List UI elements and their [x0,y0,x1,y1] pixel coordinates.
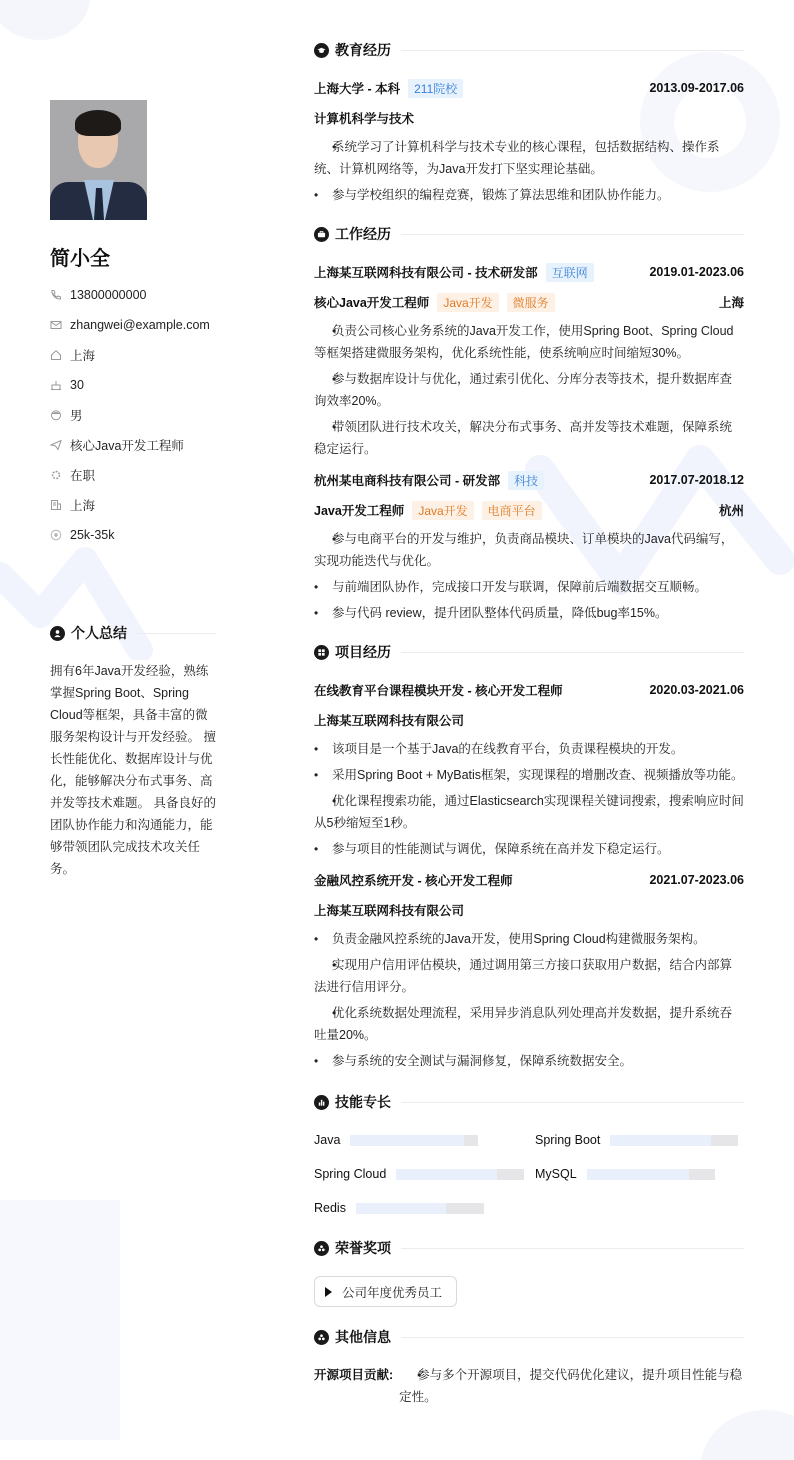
status-value: 在职 [70,469,96,483]
other-section [314,1327,744,1412]
info-location [50,340,216,370]
skill-name: Redis [314,1201,346,1215]
project-name: 在线教育平台课程模块开发 - 核心开发工程师 [314,684,563,698]
date-range: 2020.03-2021.06 [649,683,744,697]
date-range: 2019.01-2023.06 [649,265,744,279]
work-section [314,224,744,624]
bullet-item: • 与前端团队协作，完成接口开发与联调，保障前后端数据交互顺畅。 [314,576,744,598]
bullet-item: • 实现用户信用评估模块，通过调用第三方接口获取用户数据，结合内部算法进行信用评分。 [314,954,744,998]
info-age [50,370,216,400]
building-icon [50,499,62,511]
phone-value: 13800000000 [70,288,147,302]
bullet-item: • 负责金融风控系统的Java开发，使用Spring Cloud构建微服务架构。 [314,928,744,950]
date-range: 2013.09-2017.06 [649,81,744,95]
summary-text: 拥有6年Java开发经验，熟练掌握Spring Boot、Spring Cloud等框架，具备丰富的微服务架构设计与开发经验。 擅长性能优化、数据库设计与优化，能够解决分布式事务、高并发等技术难题。 具备良好的团队协作能力和沟通能力，能够带领团队完成技术攻关任务。 [50,664,216,876]
job-role: 核心Java开发工程师 [314,296,430,310]
section-title: 荣誉奖项 [335,1240,391,1256]
graduation-cap-icon [314,43,329,58]
skill-level-bar [396,1169,524,1180]
education-entry [314,78,744,206]
salary-value: 25k-35k [70,528,115,542]
skill-name: Java [314,1133,341,1147]
briefcase-icon [314,227,329,242]
bullet-item: • 参与代码 review，提升团队整体代码质量，降低bug率15%。 [314,602,744,624]
job-city: 杭州 [718,504,744,518]
skill-item [314,1164,535,1184]
info-position [50,430,216,460]
awards-section [314,1238,744,1307]
phone-icon [50,289,62,301]
bullet-item: • 参与系统的安全测试与漏洞修复，保障系统数据安全。 [314,1050,744,1072]
bullet-item: • 负责公司核心业务系统的Java开发工作，使用Spring Boot、Spring Cloud等框架搭建微服务架构，优化系统性能，使系统响应时间缩短30%。 [314,320,744,364]
cake-icon [50,379,62,391]
candidate-name: 简小全 [50,248,110,270]
home-icon [50,349,62,361]
summary-section [50,623,216,880]
skill-tag: 微服务 [507,293,555,312]
bullet-item: • 参与学校组织的编程竞赛，锻炼了算法思维和团队协作能力。 [314,184,744,206]
info-status [50,460,216,490]
section-title: 项目经历 [335,644,391,660]
status-icon [50,469,62,481]
award-icon [314,1241,329,1256]
decor-rect [0,1200,120,1440]
education-section [314,40,744,206]
divider [401,652,744,653]
bullet-item: • 参与项目的性能测试与调优，保障系统在高并发下稳定运行。 [314,838,744,860]
info-phone [50,280,216,310]
skill-level-bar [356,1203,484,1214]
job-city: 上海 [718,296,744,310]
bullet-item: • 该项目是一个基于Java的在线教育平台，负责课程模块的开发。 [314,738,744,760]
skills-grid [314,1130,744,1218]
industry-tag: 互联网 [546,263,594,282]
award-item[interactable] [314,1276,457,1307]
city-value: 上海 [70,499,96,513]
bullet-item: • 优化系统数据处理流程，采用异步消息队列处理高并发数据，提升系统吞吐量20%。 [314,1002,744,1046]
date-range: 2017.07-2018.12 [649,473,744,487]
divider [401,1337,744,1338]
divider [137,633,216,634]
contact-info-list [50,280,216,550]
skill-tag: Java开发 [437,293,498,312]
projects-section [314,642,744,1072]
project-name: 金融风控系统开发 - 核心开发工程师 [314,874,513,888]
avatar-photo [50,100,147,220]
grid-icon [314,645,329,660]
skill-level-bar [610,1135,738,1146]
profile-sidebar [50,100,216,550]
work-entry [314,470,744,624]
gender-icon [50,409,62,421]
bullet-item: • 采用Spring Boot + MyBatis框架，实现课程的增删改查、视频播放等功能。 [314,764,744,786]
play-triangle-icon [325,1287,332,1297]
bullet-item: • 系统学习了计算机科学与技术专业的核心课程，包括数据结构、操作系统、计算机网络等，为Java开发打下坚实理论基础。 [314,136,744,180]
info-email [50,310,216,340]
mail-icon [50,319,62,331]
skill-name: Spring Boot [535,1133,601,1147]
skill-item [535,1164,744,1184]
section-title: 技能专长 [335,1094,391,1110]
skill-item [535,1130,744,1150]
divider [401,1102,744,1103]
send-icon [50,439,62,451]
section-title: 其他信息 [335,1329,391,1345]
bullet-item: • 参与电商平台的开发与维护，负责商品模块、订单模块的Java代码编写，实现功能迭代与优化。 [314,528,744,572]
project-company: 上海某互联网科技有限公司 [314,904,465,918]
divider [401,234,744,235]
bullet-item: • 带领团队进行技术攻关，解决分布式事务、高并发等技术难题，保障系统稳定运行。 [314,416,744,460]
skill-level-bar [587,1169,715,1180]
school-tag: 211院校 [408,79,463,98]
company-name: 杭州某电商科技有限公司 - 研发部 [314,474,501,488]
divider [401,50,744,51]
bullet-item: • 优化课程搜索功能，通过Elasticsearch实现课程关键词搜索，搜索响应时间从5秒缩短至1秒。 [314,790,744,834]
bar-chart-icon [314,1095,329,1110]
age-value: 30 [70,378,84,392]
section-title: 个人总结 [71,625,127,641]
info-gender [50,400,216,430]
email-value: zhangwei@example.com [70,318,210,332]
bullet-item: • 参与多个开源项目，提交代码优化建议，提升项目性能与稳定性。 [399,1364,744,1408]
date-range: 2021.07-2023.06 [649,873,744,887]
skill-tag: Java开发 [412,501,473,520]
resume-main [314,40,744,1428]
section-title: 教育经历 [335,42,391,58]
other-item [314,1364,744,1412]
major: 计算机科学与技术 [314,112,415,126]
skills-section [314,1092,744,1218]
info-icon [314,1330,329,1345]
salary-icon [50,529,62,541]
skill-item [314,1198,535,1218]
other-label: 开源项目贡献: [314,1368,394,1382]
work-entry [314,262,744,460]
gender-value: 男 [70,409,83,423]
project-entry [314,870,744,1072]
info-salary [50,520,216,550]
skill-name: MySQL [535,1167,577,1181]
company-name: 上海某互联网科技有限公司 - 技术研发部 [314,266,538,280]
school-name: 上海大学 - 本科 [314,82,401,96]
skill-item [314,1130,535,1150]
user-icon [50,626,65,641]
skill-tag: 电商平台 [482,501,542,520]
divider [401,1248,744,1249]
location-value: 上海 [70,349,96,363]
decor-circle [0,0,90,40]
project-company: 上海某互联网科技有限公司 [314,714,465,728]
industry-tag: 科技 [508,471,544,490]
section-title: 工作经历 [335,226,391,242]
skill-name: Spring Cloud [314,1167,387,1181]
award-label: 公司年度优秀员工 [342,1285,443,1300]
project-entry [314,680,744,860]
position-value: 核心Java开发工程师 [70,439,184,453]
job-role: Java开发工程师 [314,504,405,518]
bullet-item: • 参与数据库设计与优化，通过索引优化、分库分表等技术，提升数据库查询效率20%。 [314,368,744,412]
skill-level-bar [350,1135,478,1146]
info-city [50,490,216,520]
